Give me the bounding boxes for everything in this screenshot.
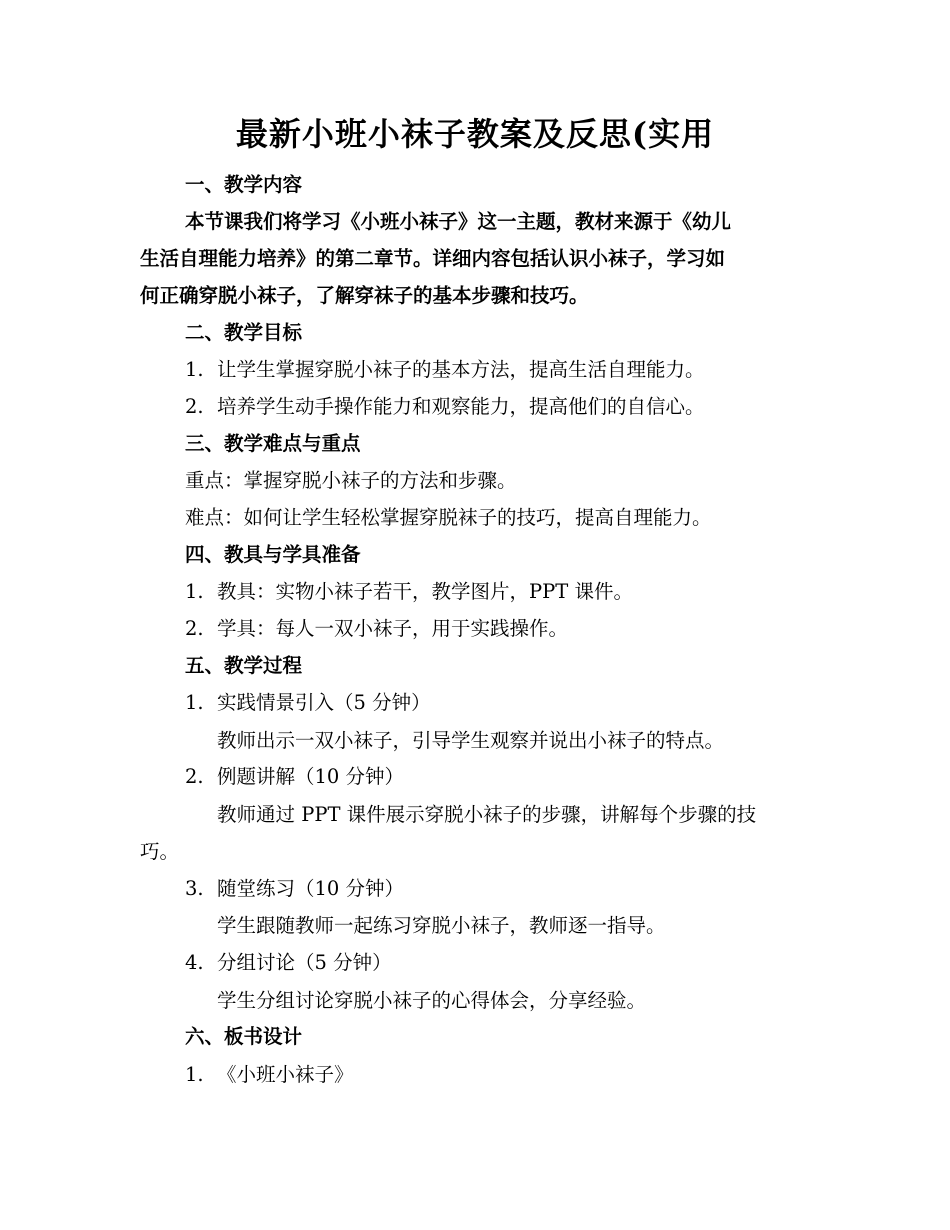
step-title-text: 例题讲解（10 分钟） [217,765,405,788]
section-heading: 一、教学内容 [185,173,303,196]
list-number: 1. [185,580,204,603]
list-item [185,614,568,644]
step-title-text: 分组讨论（5 分钟） [217,951,392,974]
section-heading: 六、板书设计 [185,1025,303,1048]
list-item [185,392,705,422]
paragraph-line: 本节课我们将学习《小班小袜子》这一主题，教材来源于《幼儿 [185,210,732,233]
step-title-text: 随堂练习（10 分钟） [217,877,405,900]
step-description: 教师通过 PPT 课件展示穿脱小袜子的步骤，讲解每个步骤的技 [217,803,757,826]
step-description: 学生跟随教师一起练习穿脱小袜子，教师逐一指导。 [217,914,666,937]
step-title [185,874,404,904]
step-title [185,762,404,792]
list-text: 教具：实物小袜子若干，教学图片，PPT 课件。 [217,580,633,603]
list-item [185,355,705,385]
list-text: 让学生掌握穿脱小袜子的基本方法，提高生活自理能力。 [217,358,705,381]
list-number: 1. [185,358,204,381]
step-title-text: 实践情景引入（5 分钟） [217,691,431,714]
list-item [185,1060,354,1090]
step-description: 学生分组讨论穿脱小袜子的心得体会，分享经验。 [217,989,647,1012]
list-number: 3. [185,877,204,900]
step-title [185,948,392,978]
section-heading: 二、教学目标 [185,321,303,344]
list-number: 4. [185,951,204,974]
document-title: 最新小班小袜子教案及反思(实用 [235,115,715,153]
list-number: 2. [185,395,204,418]
paragraph-line: 生活自理能力培养》的第二章节。详细内容包括认识小袜子，学习如 [140,247,726,270]
section-heading: 三、教学难点与重点 [185,432,361,455]
key-point-line: 重点：掌握穿脱小袜子的方法和步骤。 [185,469,517,492]
list-number: 2. [185,617,204,640]
paragraph-line: 何正确穿脱小袜子，了解穿袜子的基本步骤和技巧。 [140,284,589,307]
step-description: 教师出示一双小袜子，引导学生观察并说出小袜子的特点。 [217,729,725,752]
difficult-point-line: 难点：如何让学生轻松掌握穿脱袜子的技巧，提高自理能力。 [185,506,712,529]
list-text: 《小班小袜子》 [217,1063,354,1086]
list-number: 1. [185,691,204,714]
section-heading: 四、教具与学具准备 [185,543,361,566]
step-description: 巧。 [140,840,180,863]
list-text: 学具：每人一双小袜子，用于实践操作。 [217,617,569,640]
list-number: 2. [185,765,204,788]
step-title [185,688,431,718]
list-item [185,577,633,607]
list-text: 培养学生动手操作能力和观察能力，提高他们的自信心。 [217,395,705,418]
section-heading: 五、教学过程 [185,654,303,677]
list-number: 1. [185,1063,204,1086]
